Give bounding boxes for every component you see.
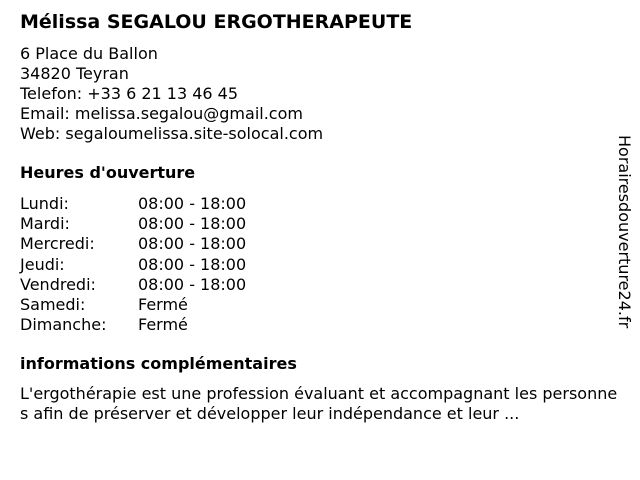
hours-row-vendredi xyxy=(20,275,246,295)
phone-line: Telefon: +33 6 21 13 46 45 xyxy=(20,84,239,103)
hours-row-jeudi xyxy=(20,255,246,275)
opening-hours-table xyxy=(20,194,246,335)
hours-row-dimanche xyxy=(20,315,246,335)
hours-day: Jeudi: xyxy=(20,254,65,274)
hours-day: Samedi: xyxy=(20,295,86,315)
business-title: Mélissa SEGALOU ERGOTHERAPEUTE xyxy=(20,11,413,33)
address-street: 6 Place du Ballon xyxy=(20,44,158,63)
hours-day: Mercredi: xyxy=(20,234,95,254)
hours-time: 08:00 - 18:00 xyxy=(138,274,247,294)
hours-row-mercredi xyxy=(20,234,246,254)
additional-info-heading: informations complémentaires xyxy=(20,354,297,373)
hours-day: Mardi: xyxy=(20,214,70,234)
hours-day: Lundi: xyxy=(20,194,69,213)
address-city: 34820 Teyran xyxy=(20,64,129,83)
opening-hours-heading: Heures d'ouverture xyxy=(20,163,196,182)
additional-info-text: L'ergothérapie est une profession évaluant et accompagnant les personnes afin de préserver et développer leur indépendance et leur ... xyxy=(20,384,618,423)
hours-time: Fermé xyxy=(138,315,188,335)
hours-time: 08:00 - 18:00 xyxy=(138,214,247,234)
hours-time: Fermé xyxy=(138,295,188,315)
hours-row-lundi xyxy=(20,194,246,214)
hours-time: 08:00 - 18:00 xyxy=(138,234,247,254)
email-line: Email: melissa.segalou@gmail.com xyxy=(20,104,303,123)
hours-time: 08:00 - 18:00 xyxy=(138,254,247,274)
site-watermark: Horairesdouverture24.fr xyxy=(615,135,634,329)
hours-row-samedi xyxy=(20,295,246,315)
hours-day: Vendredi: xyxy=(20,274,96,294)
web-line: Web: segaloumelissa.site-solocal.com xyxy=(20,124,324,143)
hours-time: 08:00 - 18:00 xyxy=(138,194,247,213)
hours-row-mardi xyxy=(20,214,246,234)
contact-block xyxy=(20,44,323,144)
hours-day: Dimanche: xyxy=(20,315,107,335)
